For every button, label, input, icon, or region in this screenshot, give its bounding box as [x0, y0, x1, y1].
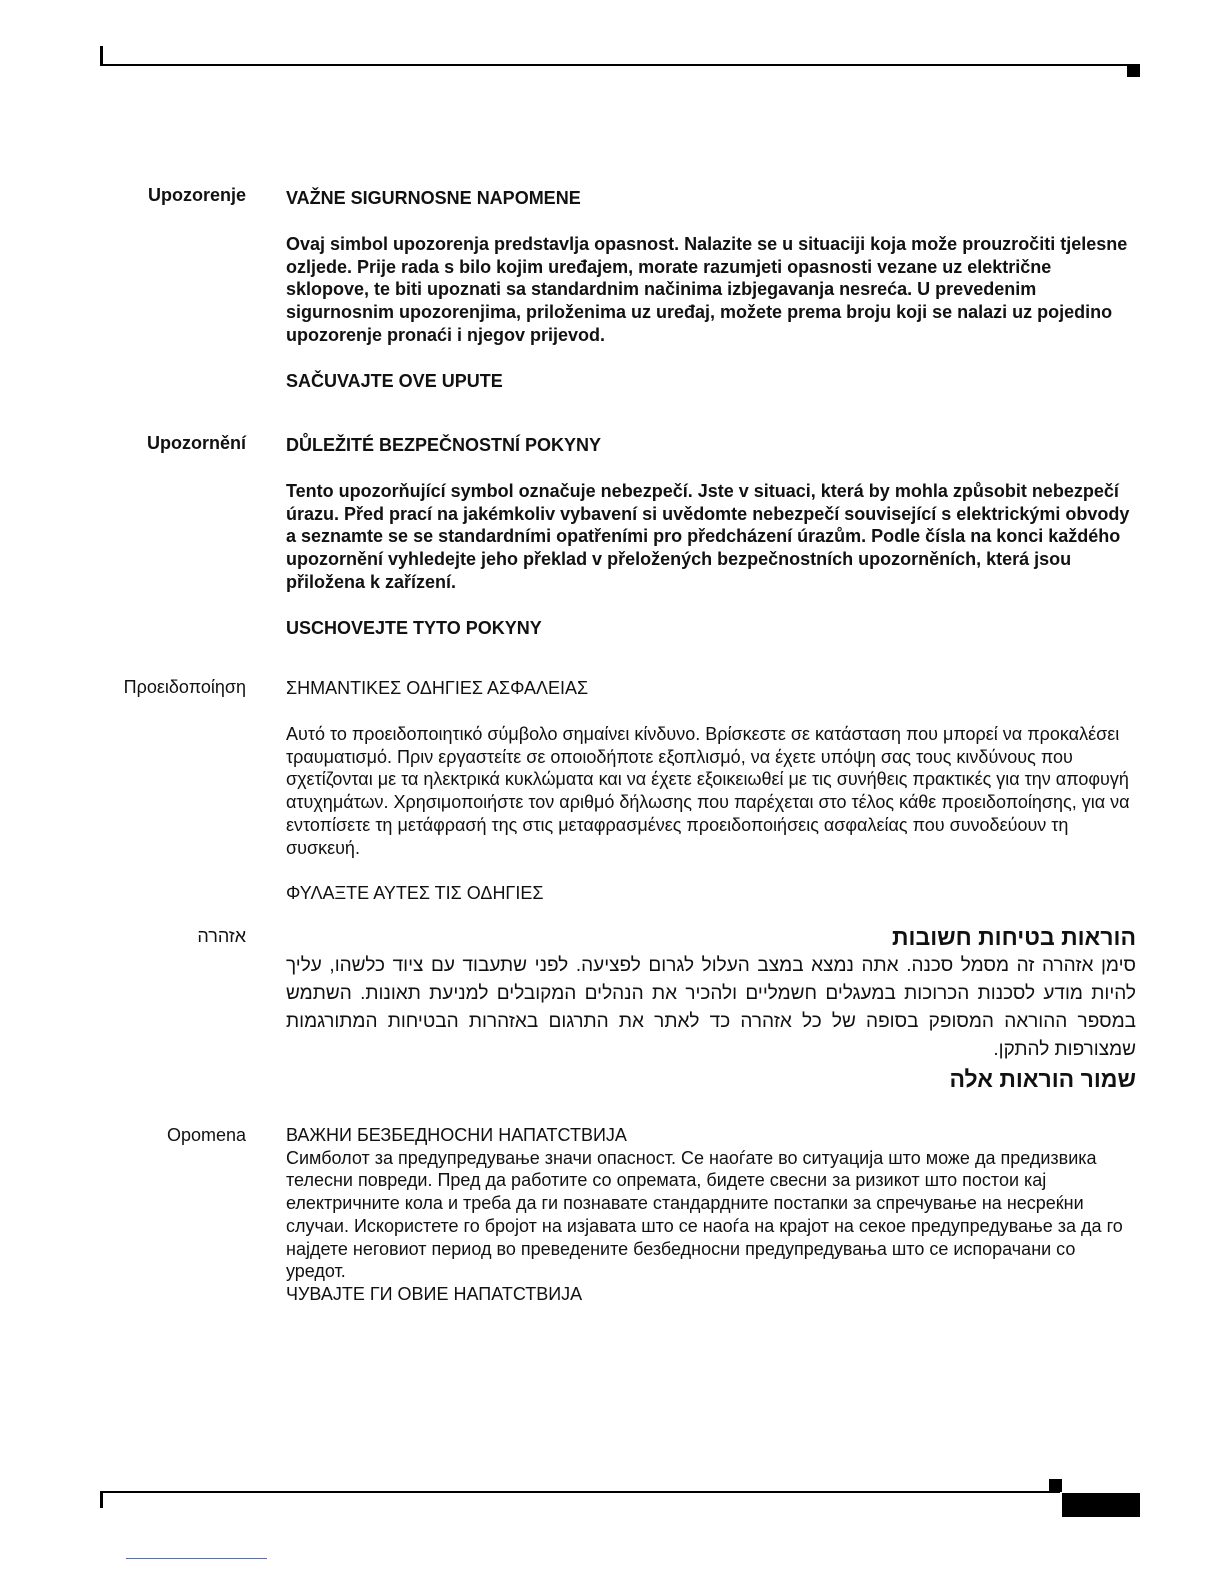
header-corner-marker — [1127, 64, 1140, 77]
section-footer: שמור הוראות אלה — [949, 1066, 1136, 1092]
page-number-tab — [1062, 1493, 1140, 1517]
footer-left-tick — [100, 1491, 103, 1508]
section-greek — [286, 677, 1136, 905]
section-body: Tento upozorňující symbol označuje nebezpečí. Jste v situaci, která by mohla způsobit nebezpečí úrazu. Před prací na jakémkoliv vybavení si uvědomte nebezpečí související s elektrickými obvody a seznamte se se standardními opatřeními pro předcházení úrazům. Podle čísla na konci každého upozornění vyhledejte jeho překlad v přeložených bezpečnostních upozorněních, která jsou přiložena k zařízení. — [286, 481, 1130, 592]
section-label-greek: Προειδοποίηση — [123, 677, 246, 697]
footer-rule — [100, 1491, 1060, 1493]
section-footer: ΦΥΛΑΞΤΕ ΑΥΤΕΣ ΤΙΣ ΟΔΗΓΙΕΣ — [286, 883, 544, 904]
section-czech — [286, 434, 1136, 640]
section-body: Αυτό το προειδοποιητικό σύμβολο σημαίνει κίνδυνο. Βρίσκεστε σε κατάσταση που μπορεί να προκαλέσει τραυματισμό. Πριν εργαστείτε σε οποιοδήποτε εξοπλισμό, να έχετε υπόψη σας τους κινδύνους που σχετίζονται με τα ηλεκτρικά κυκλώματα και να έχετε εξοικειωθεί με τις συνήθεις πρακτικές για την αποφυγή ατυχημάτων. Χρησιμοποιήστε τον αριθμό δήλωσης που παρέχεται στο τέλος κάθε προειδοποίησης, για να εντοπίσετε τη μετάφρασή της στις μεταφρασμένες προειδοποιήσεις ασφαλείας που συνοδεύουν τη συσκευή. — [286, 724, 1130, 858]
section-heading: DŮLEŽITÉ BEZPEČNOSTNÍ POKYNY — [286, 435, 602, 455]
footer-corner-marker — [1049, 1479, 1062, 1492]
section-heading: VAŽNE SIGURNOSNE NAPOMENE — [286, 188, 581, 208]
footer-link-underline — [126, 1558, 267, 1559]
header-rule — [100, 64, 1128, 66]
section-heading: ΣΗΜΑΝΤΙΚΕΣ ΟΔΗΓΙΕΣ ΑΣΦΑΛΕΙΑΣ — [286, 678, 589, 698]
section-footer: ЧУВАЈТЕ ГИ ОВИЕ НАПАТСТВИЈА — [286, 1283, 583, 1304]
section-body: Ovaj simbol upozorenja predstavlja opasnost. Nalazite se u situaciji koja može prouzročiti tjelesne ozljede. Prije rada s bilo kojim uređajem, morate razumjeti opasnosti vezane uz električne sklopove, te biti upoznati sa standardnim načinima izbjegavanja nesreća. U prevedenim sigurnosnim upozorenjima, priloženima uz uređaj, možete prema broju koji se nalazi uz pojedino upozorenje pronaći i njegov prijevod. — [286, 234, 1128, 345]
section-hebrew — [286, 922, 1136, 1094]
header-left-tick — [100, 46, 103, 66]
section-label-hebrew: אזהרה — [197, 926, 246, 946]
section-body: סימן אזהרה זה מסמל סכנה. אתה נמצא במצב העלול לגרום לפציעה. לפני שתעבוד עם ציוד כלשהו, עליך להיות מודע לסכנות הכרוכות במעגלים חשמליים ולהכיר את הנהלים המקובלים למניעת תאונות. השתמש במספר ההוראה המסופק בסופה של כל אזהרה כד לאתר את התרגום באזהרות הבטיחות המתורגמות שמצורפות להתקן. — [286, 955, 1136, 1060]
section-heading: הוראות בטיחות חשובות — [892, 924, 1136, 950]
section-label-macedonian: Opomena — [166, 1125, 246, 1145]
section-croatian — [286, 187, 1136, 393]
section-footer: USCHOVEJTE TYTO POKYNY — [286, 617, 542, 638]
section-label-croatian: Upozorenje — [147, 185, 246, 205]
section-heading: ВАЖНИ БЕЗБЕДНОСНИ НАПАТСТВИЈА — [286, 1125, 627, 1145]
section-footer: SAČUVAJTE OVE UPUTE — [286, 370, 503, 391]
section-label-czech: Upozornění — [147, 433, 246, 453]
section-body: Симболот за предупредување значи опасност. Се наоѓате во ситуација што може да предизвика телесни повреди. Пред да работите со опремата, бидете свесни за ризикот што постои кај електричните кола и треба да ги познавате стандардните постапки за спречување на несреќни случаи. Искористете го бројот на изјавата што се наоѓа на крајот на секое предупредување за да го најдете неговиот период во преведените безбедносни предупредувања што се испорачани со уредот. — [286, 1147, 1123, 1282]
section-macedonian — [286, 1124, 1136, 1306]
